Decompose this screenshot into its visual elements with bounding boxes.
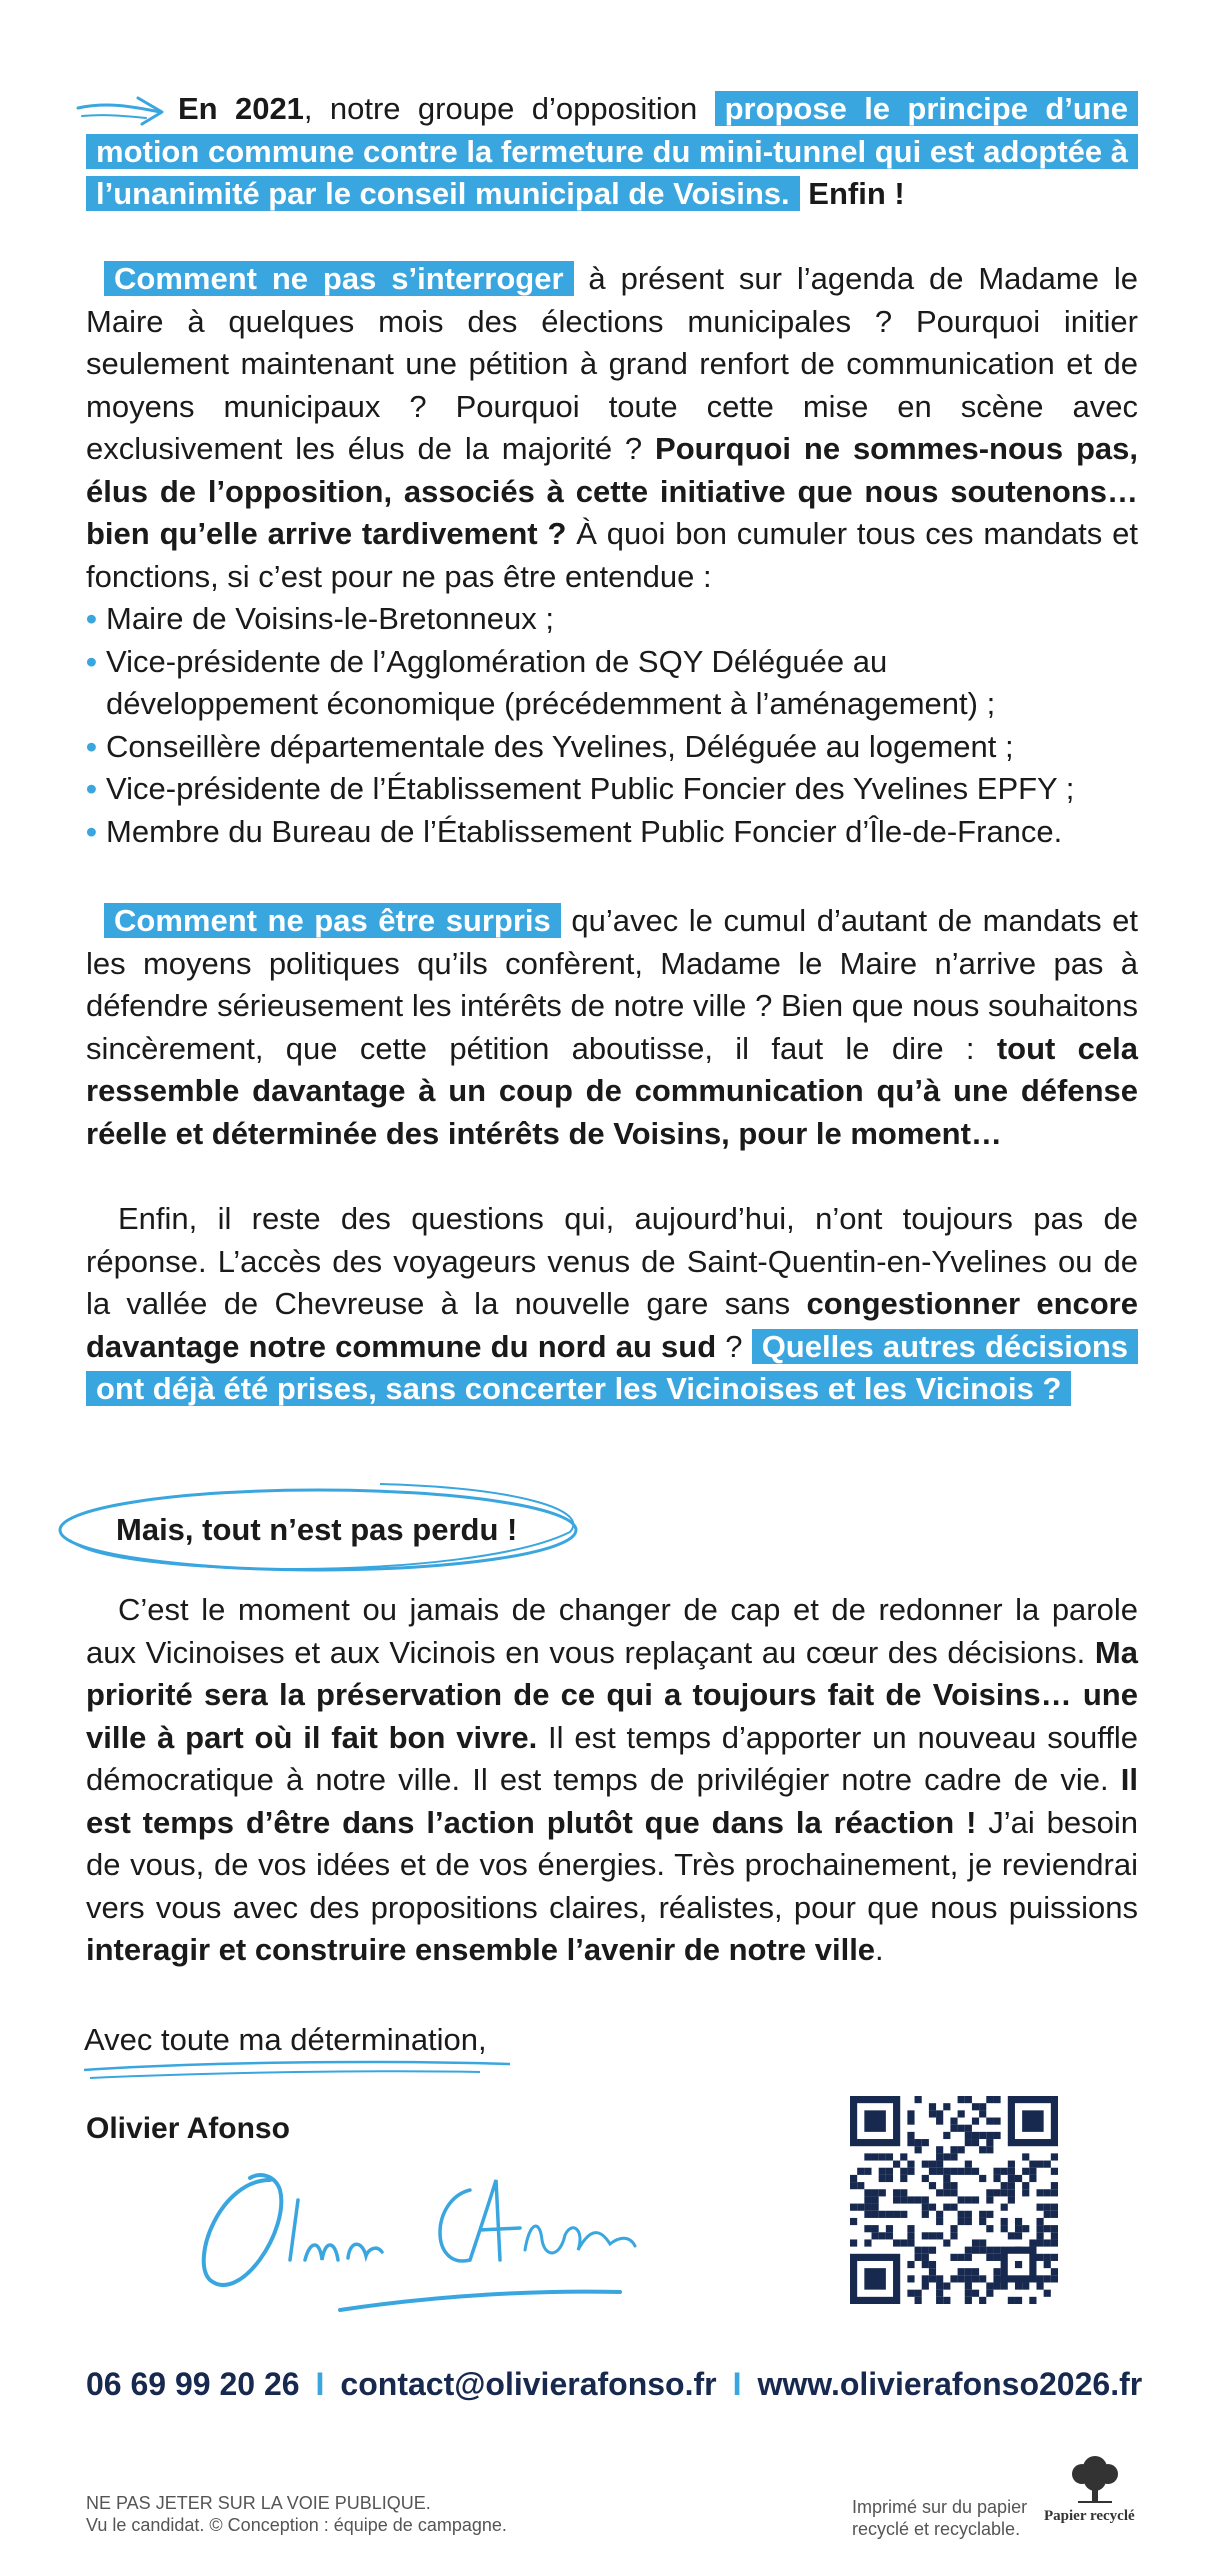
closing-underline <box>80 2054 520 2084</box>
list-item: • Vice-présidente de l’Agglomération de SQY Déléguée au développement économique (précédemment à l’aménagement) ; <box>86 643 996 721</box>
intro-lead: En 2021 <box>178 91 304 126</box>
website-link[interactable]: www.olivierafonso2026.fr <box>757 2366 1143 2402</box>
list-item: • Conseillère départementale des Yvelines, Déléguée au logement ; <box>86 728 1014 764</box>
list-item: • Maire de Voisins-le-Bretonneux ; <box>86 601 555 636</box>
signature <box>180 2140 680 2330</box>
surprise-highlight: Comment ne pas être surpris <box>104 903 561 938</box>
closing-line: Avec toute ma détermination, <box>84 2022 487 2057</box>
qr-code[interactable] <box>850 2096 1058 2304</box>
tree-icon <box>1060 2450 1130 2506</box>
paragraph-priority: C’est le moment ou jamais de changer de cap et de redonner la parole aux Vicinoises et aux Vicinois en vous replaçant au cœur des décisions. Ma priorité sera la préservation de ce qui a toujours fait de Voisins… une ville à part où il fait bon vivre. Il est temps d’apporter un nouveau souffle démocratique à notre ville. Il est temps de privilégier notre cadre de vie. Il est temps d’être dans l’action plutôt que dans la réaction ! J’ai besoin de vous, de vos idées et de vos énergies. Très prochainement, je reviendrai vers vous avec des propositions claires, réalistes, pour que nous puissions interagir et construire ensemble l’avenir de notre ville. <box>86 1592 1139 1967</box>
phone-number[interactable]: 06 69 99 20 26 <box>86 2366 300 2402</box>
list-item: • Membre du Bureau de l’Établissement Public Foncier d’Île-de-France. <box>86 813 1063 849</box>
questions-highlight: Comment ne pas s’interroger <box>104 261 574 296</box>
paragraph-intro: En 2021, notre groupe d’opposition propose le principe d’une motion commune contre la fermeture du mini-tunnel qui est adoptée à l’unanimité par le conseil municipal de Voisins. Enfin ! <box>86 88 1138 216</box>
paragraph-questions-remaining: Enfin, il reste des questions qui, aujourd’hui, n’ont toujours pas de réponse. L’accès des voyageurs venus de Saint-Quentin-en-Yvelines ou de la vallée de Chevreuse à la nouvelle gare sans congestionner encore davantage notre commune du nord au sud ? Quelles autres décisions ont déjà été prises, sans concerter les Vicinoises et les Vicinois ? <box>86 1201 1138 1406</box>
mandates-list <box>86 598 1138 853</box>
intro-highlight: propose le principe d’une motion commune contre la fermeture du mini-tunnel qui est adoptée à l’unanimité par le conseil municipal de Voisins. <box>86 91 1138 211</box>
paragraph-surprise: Comment ne pas être surpris qu’avec le cumul d’autant de mandats et les moyens politiques qu’ils confèrent, Madame le Maire n’arrive pas à défendre sérieusement les intérêts de notre ville ? Bien que nous souhaitons sincèrement, que cette pétition aboutisse, il faut le dire : tout cela ressemble davantage à un coup de communication qu’à une défense réelle et déterminée des intérêts de Voisins, pour le moment… <box>86 903 1139 1151</box>
decisions-highlight: Quelles autres décisions ont déjà été prises, sans concerter les Vicinoises et les Vicinois ? <box>86 1329 1138 1407</box>
signer-name: Olivier Afonso <box>86 2112 290 2145</box>
recycled-logo-label: Papier recyclé <box>1044 2508 1135 2524</box>
email-link[interactable]: contact@olivierafonso.fr <box>340 2366 717 2402</box>
contact-line: 06 69 99 20 26 I contact@olivierafonso.fr I www.olivierafonso2026.fr <box>86 2366 1143 2402</box>
list-item: • Vice-présidente de l’Établissement Public Foncier des Yvelines EPFY ; <box>86 771 1075 806</box>
section-heading: Mais, tout n’est pas perdu ! <box>116 1512 518 1547</box>
recycled-notice: Imprimé sur du papier recyclé et recyclable. <box>852 2497 1028 2539</box>
paragraph-questions: Comment ne pas s’interroger à présent sur l’agenda de Madame le Maire à quelques mois des élections municipales ? Pourquoi initier seulement maintenant une pétition à grand renfort de communication et de moyens municipaux ? Pourquoi toute cette mise en scène avec exclusivement les élus de la majorité ? Pourquoi ne sommes-nous pas, élus de l’opposition, associés à cette initiative que nous soutenons… bien qu’elle arrive tardivement ? À quoi bon cumuler tous ces mandats et fonctions, si c’est pour ne pas être entendue : • Maire de Voisins-le-Bretonneux ; • Vice-présidente de l’Agglomération de SQY Déléguée au développement économique (précédemment à l’aménagement) ; • Conseillère départementale des Yvelines, Déléguée au logement ; • Vice-présidente de l’Établissement Public Foncier des Yvelines EPFY ; • Membre du Bureau de l’Établissement Public Foncier d’Île-de-France. <box>86 258 1138 853</box>
legal-notice: NE PAS JETER SUR LA VOIE PUBLIQUE. Vu le candidat. © Conception : équipe de campagne. <box>86 2493 507 2535</box>
